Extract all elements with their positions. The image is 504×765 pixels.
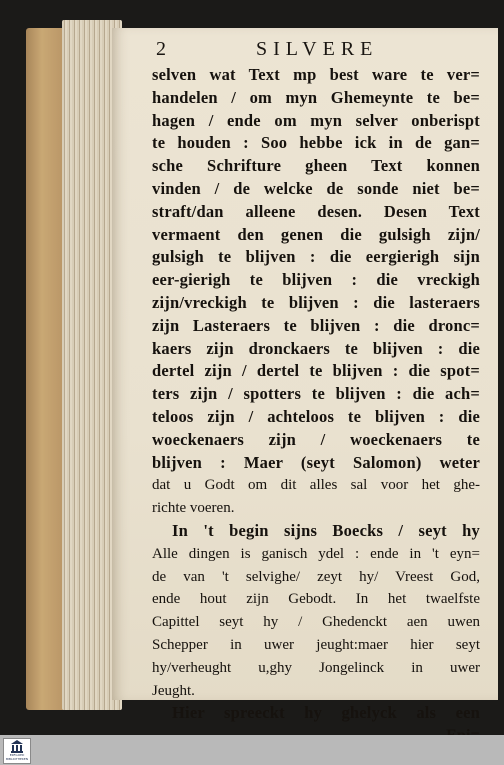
- library-logo-icon: [10, 740, 24, 753]
- text-line: kaers zijn dronckaers te blijven : die: [152, 338, 480, 358]
- library-logo[interactable]: [3, 738, 31, 764]
- text-line: te houden : Soo hebbe ick in de gan=: [152, 133, 480, 153]
- text-line: Schepper in uwer jeught:maer hier seyt: [152, 636, 480, 653]
- text-line: vermaent den genen die gulsigh zijn/: [152, 224, 480, 244]
- text-line: vinden / de welcke de sonde niet be=: [152, 178, 480, 198]
- text-line: Hier spreeckt hy ghelyck als een: [172, 703, 480, 723]
- text-line: In 't begin sijns Boecks / seyt hy: [172, 520, 480, 540]
- running-title: SILVERE: [256, 38, 379, 60]
- page-header: [156, 38, 486, 62]
- library-logo-caption: ERFGOED BIBLIOTHEKEN: [5, 753, 28, 761]
- text-line: straft/dan alleene desen. Desen Text: [152, 201, 480, 221]
- text-line: zijn Lasteraers te blijven : die dronc=: [152, 315, 480, 335]
- text-line: dat u Godt om dit alles sal voor het ghe-: [152, 477, 480, 494]
- text-line: woeckenaers zijn / woeckenaers te: [152, 429, 480, 449]
- text-line: gulsigh te blijven : die eergierigh sijn: [152, 247, 480, 267]
- text-line: Alle dingen is ganisch ydel : ende in 't eyn=: [152, 545, 480, 562]
- text-line: hagen / ende om myn selver onberispt: [152, 110, 480, 130]
- text-line: richte voeren.: [152, 500, 235, 517]
- text-line: Capittel seyt hy / Ghedenckt aen uwen: [152, 614, 480, 631]
- text-line: dertel zijn / dertel te blijven : die spot=: [152, 361, 480, 381]
- text-line: ende hout zijn Gebodt. In het twaelfste: [152, 591, 480, 608]
- text-line: de van 't selvighe/ zeyt hy/ Vreest God,: [152, 568, 480, 585]
- page-number: 2: [156, 38, 166, 60]
- book-page: [112, 28, 498, 723]
- text-line: eer-gierigh te blijven : die vreckigh: [152, 270, 480, 290]
- viewer-footer-bar: [0, 735, 504, 765]
- text-line: blijven : Maer (seyt Salomon) weter: [152, 452, 480, 472]
- text-line: handelen / om myn Ghemeynte te be=: [152, 87, 480, 107]
- book-spine: [26, 28, 66, 710]
- text-line: hy/verheught u,ghy Jongelinck in uwer: [152, 659, 480, 676]
- text-line: zijn/vreckigh te blijven : die lasteraers: [152, 292, 480, 312]
- text-line: ters zijn / spotters te blijven : die ach=: [152, 384, 480, 404]
- text-line: teloos zijn / achteloos te blijven : die: [152, 406, 480, 426]
- text-line: Jeught.: [152, 682, 195, 699]
- text-line: selven wat Text mp best ware te ver=: [152, 65, 480, 84]
- text-line: sche Schrifture gheen Text konnen: [152, 156, 480, 176]
- page-body: [152, 64, 480, 748]
